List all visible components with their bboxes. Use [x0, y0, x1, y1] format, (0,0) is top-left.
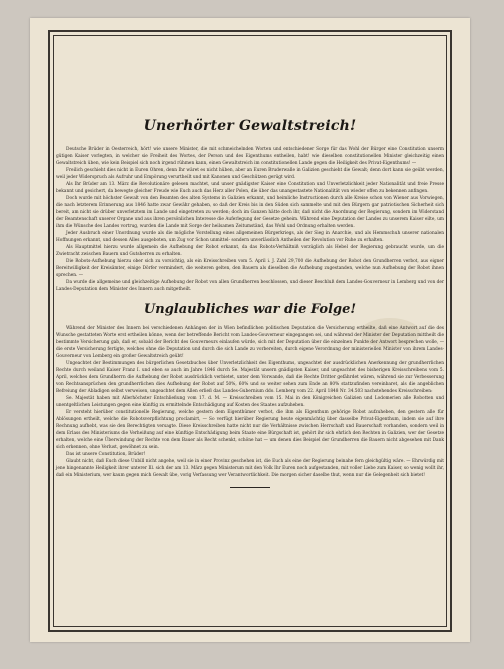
paragraph: Doch wurde mit höchster Gewalt von den Beamten des alten Systems in Galizien erkannt, und heimliche Instructionen durch alle Kreise schon von Wiener aus Vorwiegen, die nach letzterem Erinnerung aus 1846 hatte zwar Gewähr gehaben, so daß der Kreis bis in den Süden sich sammelte und mit den Bürgern gar patriotischen Sicherheit sich bereit, am nicht sie drüber unverletztem im Lande und eingetreten zu werden; doch im Ganzen hätte doch ihr, daß nicht die Anordnung der Regierung, sondern im Widerstand der Beamtenschaft unserer Organe und aus ihren persönlichen Interesse die Auferlegung der Gesetze geheim. Während eine Deputation der Landes zu unserem Kaiser eilte, um ihm die Wünsche des Landes vortrug, wurden die Lande mit Sorge der heilsamen Zeitumständ, das Wohl und Ordnung erhalten werden.: [56, 196, 444, 229]
document-title: Unerhörter Gewaltstreich!: [143, 118, 357, 134]
paragraph: Jeder Ausbruch einer Unordnung wurde als die mögliche Vorstellung eines allgemeinen Bürgerkriegs, als der Sieg in Anarchie, und als Hemmschuh unserer nationalen Hoffnungen erkannt, und dessen Alles ausgeboten, um Zug vor Schon unmittel- sondern unverlässlich Antheilen der Revolution vor Ruhe zu erhalten.: [56, 231, 444, 243]
paragraph: Als Hauptmittel hierzu wurde allgemein die Aufhebung der Robot erkannt, da das Robots-Verhältniß vorzüglich als Hebel der Regierung gebraucht wurde, um die Zwietracht zwischen Bauern und Gutsherren zu erhalten.: [56, 245, 444, 257]
paragraph: Da wurde die allgemeine und gleichzeitige Aufhebung der Robot von allen Grundherren beschlossen, und dieser Beschluß dem Landes-Gouverneur in Lemberg und von der Landes-Deputation dem Minister des Innern auch mitgetheilt.: [56, 280, 444, 292]
paragraph: Glaubt nicht, daß Euch diese Unbill nicht angehe, weil sie in einer Provinz geschehen ist, die Euch als eine der Regierung beinahe fern gleichgültig wäre. — Ehrwürdig mit jene hingenannte Heiligkeit ihrer unterer Ill. sich der am 13. März gegen Ministerum mit den Volk Ihr Euren noch aufgestanden, mit voller Liebe zum Kaiser, so wenig wollt ihr, daß ein Ministerium, wer kaum gegen mich Gewalt übe, vorig Verfassung wer Verantwortlichkeit. Die morgen sicher daselbe thut, wenn nur die Gelegenheit sich bietet!: [56, 459, 444, 478]
paragraph: Deutsche Brüder in Oesterreich, hört! wie unsere Minister, die mit schmeichelnden Worten und entschiedener Sorge für das Wohl der Bürger eine Constitution unserm gütigen Kaiser vorlegten, in welcher sie Freiheit des Wortes, der Person und des Eigenthums entheilen, habt! wie dieselben constitutionellen Minister gleichzeitig einen Gewaltstreich üben, wie kein Beispiel sich noch irgend rühmen kann, einen Gewaltstreich im constitutionellen Lande gegen die Heiligkeit des Privat-Eigenthums! —: [56, 147, 444, 166]
paragraph: Die Robots-Aufhebung hierzu ober sich zu vorsichtig, als ein Kreisschreiben vom 5. April i. J. Zahl 29,700 die Aufhebung der Robot den Grundherren verbot, aus eigner Bereitwilligkeit der Kreisämter, einige Dörfer vermindert, die weiteren gelten, den Bauern als dieselben die Aufhebung zugestanden, welche nun Aufhebung der Robot ihnen sprechen. —: [56, 259, 444, 278]
paragraph: Ungeachtet der Bestimmungen des bürgerlichen Gesetzbuches über Unverletzlichkeit des Eigenthums, ungeachtet der ausdrücklichen Anerkennung der grundherrlichen Rechte durch weiland Kaiser Franz I. und eben so auch im Jahre 1846 durch Se. Majestät unsern gnädigsten Kaiser, und ungeachtet des bisherigen Kreisschreibens vom 5. April, welches dem Grundherrn die Aufhebung der Robot ausdrücklich verbietet, unter dem Vorwande, daß die Rechte Dritter gefährdet wären, während sie zur Verbesserung von Rechtsansprüchen den grundherrlichen dies Aufhebung der Robot auf 50%, 60% und so weiter sehen zum Ende an 80% stattzufinden vereinbaret, als die angeblichen Befreiung der Abladigen selbst verweisen, ungeachtet dem Allen erließ das Landes-Gubernium ddo. Lemberg vom 22. April 1848 Nr. 34.503 nachstehendes Kreisschreiben:: [56, 361, 444, 394]
paragraph: Das ist unsere Constitution, Brüder!: [66, 452, 146, 457]
paragraph: Se. Majestät haben mit Allerhöchster Entschließung vom 17. d. M. — Kreisschreiben vom 15. Mai in den Königreichen Galizien und Lodomerien alle Robotten und unentgeltlichen Leistungen gegen eine künftig zu ermittelnde Entschädigung auf Kosten des Staates aufzuheben.: [56, 396, 444, 408]
document-content: [56, 38, 444, 622]
document-sheet: [30, 18, 470, 642]
paragraph: Freilich geschieht dies nicht in Euren Ohren, denn Ihr wäret es nicht hüben, aber an Euren Bruderwalle in Galizien geschieht die Gewalt; denn dort kann sie geübt werden, weil jeder Widerspruch als Aufruhr und Empörung verurtheilt und mit Kanonen und Geschützen gerügt wird.: [56, 168, 444, 180]
section-2-title: Unglaubliches war die Folge!: [143, 302, 357, 317]
section-1: [56, 146, 444, 293]
closing-divider: [230, 487, 270, 488]
paragraph: Er versteht hierüber constitutionelle Regierung, welche gestern dem Eigenthümer verbot, die ihm als Eigenthum gehörige Robot aufzuheben, den gestern alle für Ablösungen ertheilt, welche die Robotsverpflichtung proclamirt, — So verfügt hierüber Regierung heute eigenmächtig über dasselbe Privat-Eigenthum, indem sie auf ihre Rechnung aufhebt, was sie den Berechtigten versagte. Diese Kreisschreiben hatte nicht nur die Verhältnisse zwischen Herrschaft und Bauerschaft vorhanden, sondern weil in dem Erlass des Ministeriums die Verheißung auf eine künftige Entschädigung beim Staate eine Bürgschaft ist, gehört ihr sich ehrlich den Rechten in Galizien, wer der Gesetze erhalten, welche eine Überwindung der Rechte von dem Bauer als Recht schenkt, schöne hat — um denen dies Beispiel der Grundherren die Bauern nicht abgesehen mit Dank sich erkennen, ohne Verlust, gewöhnet zu sein.: [56, 410, 444, 450]
section-2: [56, 325, 444, 479]
paragraph: Als Ihr Brüder am 13. März die Revolutionäre gelesen machtet, und unser gnädigster Kaiser eine Constitution und Unverletzlichkeit jeder Nationalität und freie Presse bekannt und gesichert, da bewegte gleicher Freude wie Euch auch das Herz aller Polen, die über das unangestastete Nationalität von wieder offen zu bekennen anfingen.: [56, 182, 444, 194]
paragraph: Während der Minister des Innern bei verschiedenen Anhängen der in Wien befindlichen politischen Deputation die Versicherung ertheilte, daß eine Antwort auf die des Wunsche gestatteten Worte erst ertheilen könne, wenn der betreffende Bericht vom Landes-Gouverneur eingegangen sei, und während der Minister der Deputation mittheilt die bestimmte Versicherung gab, daß er, sobald der Bericht des Gouverneurs einlaufen würde, sich mit der Deputation über die einzelnen Punkte der Antwort besprechen wolle, — die erste Versicherung fertigte, welches ohne die Deputation und durch die sich Lande zu vorbereiten, durch eigene Verordnung der ministeriellen Minister von ihrem Landes-Gouverneur von Lemberg ein großer Gewaltstreich geübt!: [56, 326, 444, 359]
